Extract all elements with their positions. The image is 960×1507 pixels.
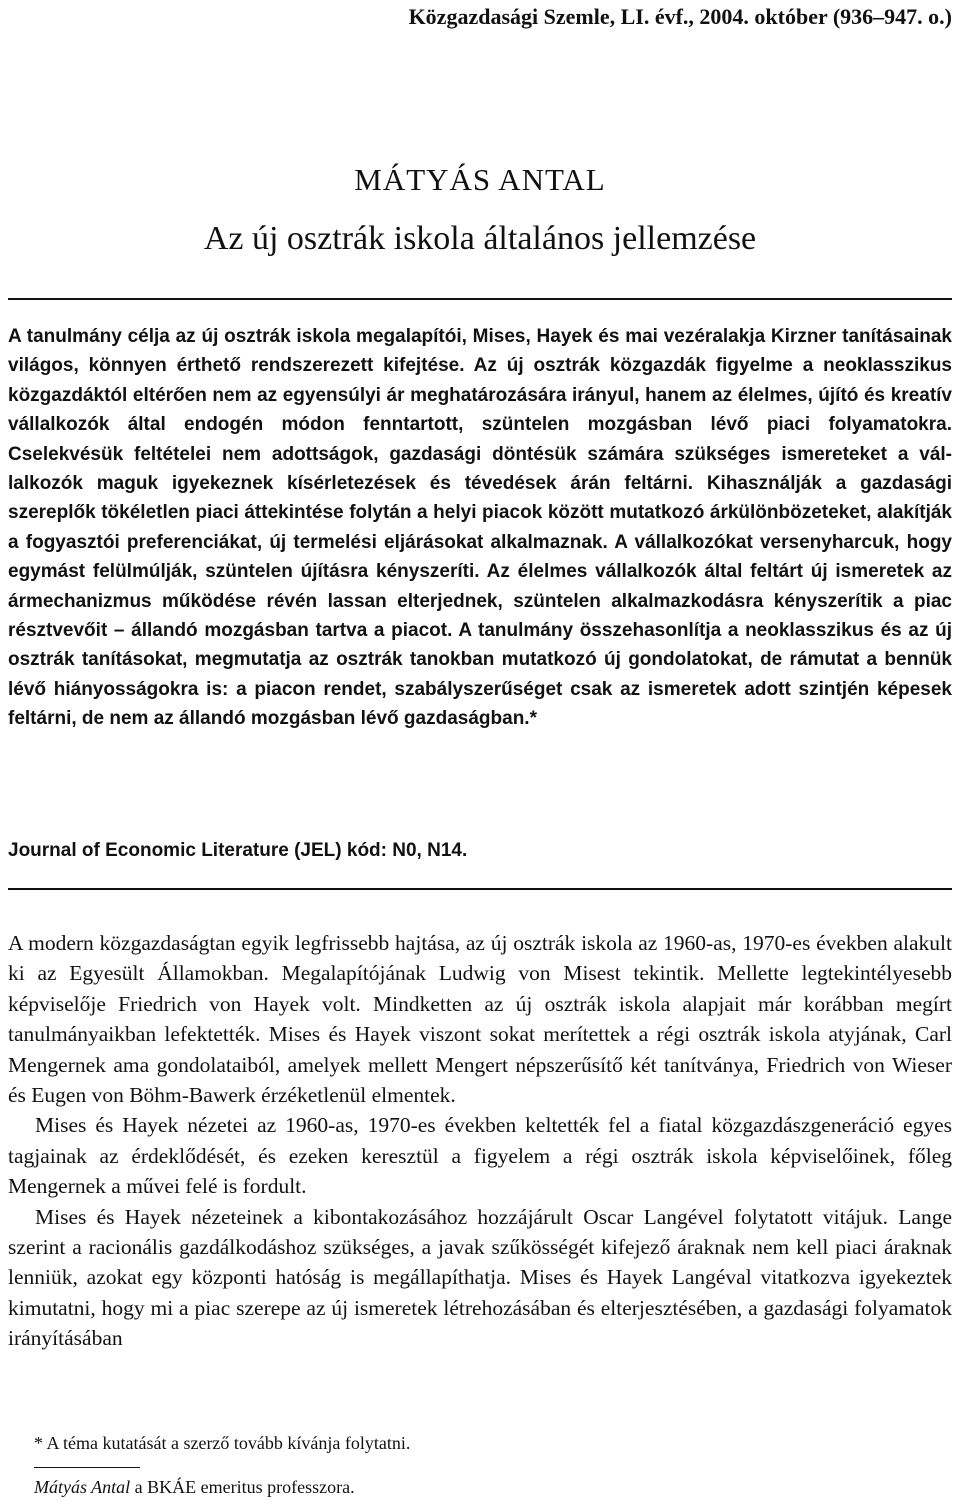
body-paragraph: Mises és Hayek nézeteinek a kibontakozásához hozzájárult Oscar Langével folytatott vitájuk. Lange szerint a racionális gazdálkodáshoz szükséges, a javak szűkösségét kifejező áraknak nem kell piaci áraknak lenniük, azokat egy központi hatóság is megállapíthatja. Mises és Hayek Langéval vitatkozva igyekeztek kimutatni, hogy mi a piac szerepe az új ismeretek létrehozásában és elterjesztésében, a gazdasági folyamatok irányításában (8, 1204, 952, 1351)
footnote: * A téma kutatását a szerző tovább kívánja folytatni. (34, 1433, 411, 1453)
body-paragraph: A modern közgazdaságtan egyik legfrissebb hajtása, az új osztrák iskola az 1960-as, 1970-es években alakult ki az Egyesült Államokban. Megalapítójának Ludwig von Misest tekintik. Mellette legtekintélyesebb képviselője Friedrich von Hayek volt. Mindketten az új osztrák iskola alapjait már korábban megírt tanulmányaikban lefektették. Mises és Hayek viszont sokat merítettek a régi osztrák iskola atyjának, Carl Mengernek ama gondolataiból, amelyek mellett Mengert népszerűsítő két tanítványa, Friedrich von Wieser és Eugen von Böhm-Bawerk érzéketlenül elmentek. (8, 931, 952, 1108)
abstract-text: A tanulmány célja az új osztrák iskola megalapítói, Mises, Hayek és mai vezéralakja Kirzner tanításainak világos, könnyen érthető rendszerezett kifejtése. Az új osztrák közgazdák figyelme a neoklasszikus közgazdáktól eltérően nem az egyensúlyi ár meghatározására irányul, hanem az élelmes, újító és kreatív vállalkozók által endogén módon fenntartott, szüntelen mozgásban lévő piaci folyamatokra. Cselekvésük feltételei nem adottságok, gazdasági döntésük számára szükséges ismereteket a vállalkozók maguk igyekeznek kísérletezések és tévedések árán feltárni. Kihasználják a gazdasági szereplők tökéletlen piaci áttekintése folytán a helyi piacok között mutatkozó árkülönbözeteket, alakítják a fogyasztói preferenciákat, új termelési eljárásokat alkalmaznak. A vállalkozókat versenyharcuk, hogy egymást felülmúlják, szüntelen újításra kényszeríti. Az élelmes vállalkozók által feltárt új ismeretek az ármechanizmus működése révén lassan elterjednek, szüntelen alkalmazkodásra kényszerítik a piac résztvevőit – állandó mozgásban tartva a piacot. A tanulmány összehasonlítja a neoklasszikus és az új osztrák tanításokat, megmutatja az osztrák tanokban mutatkozó új gondolatokat, de rámutat a bennük lévő hiányosságokra is: a piacon rendet, szabályszerűséget csak az ismeretek adott szintjén képesek feltárni, de nem az állandó mozgásban lévő gazdaságban.* (8, 326, 952, 730)
affiliation-text: a BKÁE emeritus professzora. (130, 1477, 355, 1497)
affiliation-author-name: Mátyás Antal (34, 1477, 131, 1497)
abstract-top-rule (8, 298, 952, 300)
author-affiliation (34, 1477, 355, 1498)
jel-codes: Journal of Economic Literature (JEL) kód: N0, N14. (8, 840, 468, 861)
author-name: MÁTYÁS ANTAL (354, 162, 606, 197)
journal-header: Közgazdasági Szemle, LI. évf., 2004. október (936–947. o.) (408, 4, 952, 29)
article-title: Az új osztrák iskola általános jellemzése (203, 220, 757, 257)
abstract-bottom-rule (8, 888, 952, 890)
body-paragraph: Mises és Hayek nézetei az 1960-as, 1970-es években keltették fel a fiatal közgazdászgeneráció egyes tagjainak az érdeklődését, és ezeken keresztül a figyelem a régi osztrák iskola képviselőinek, főleg Mengernek a művei felé is fordult. (8, 1113, 952, 1199)
body-text (8, 928, 952, 1354)
footnote-rule (34, 1467, 140, 1468)
